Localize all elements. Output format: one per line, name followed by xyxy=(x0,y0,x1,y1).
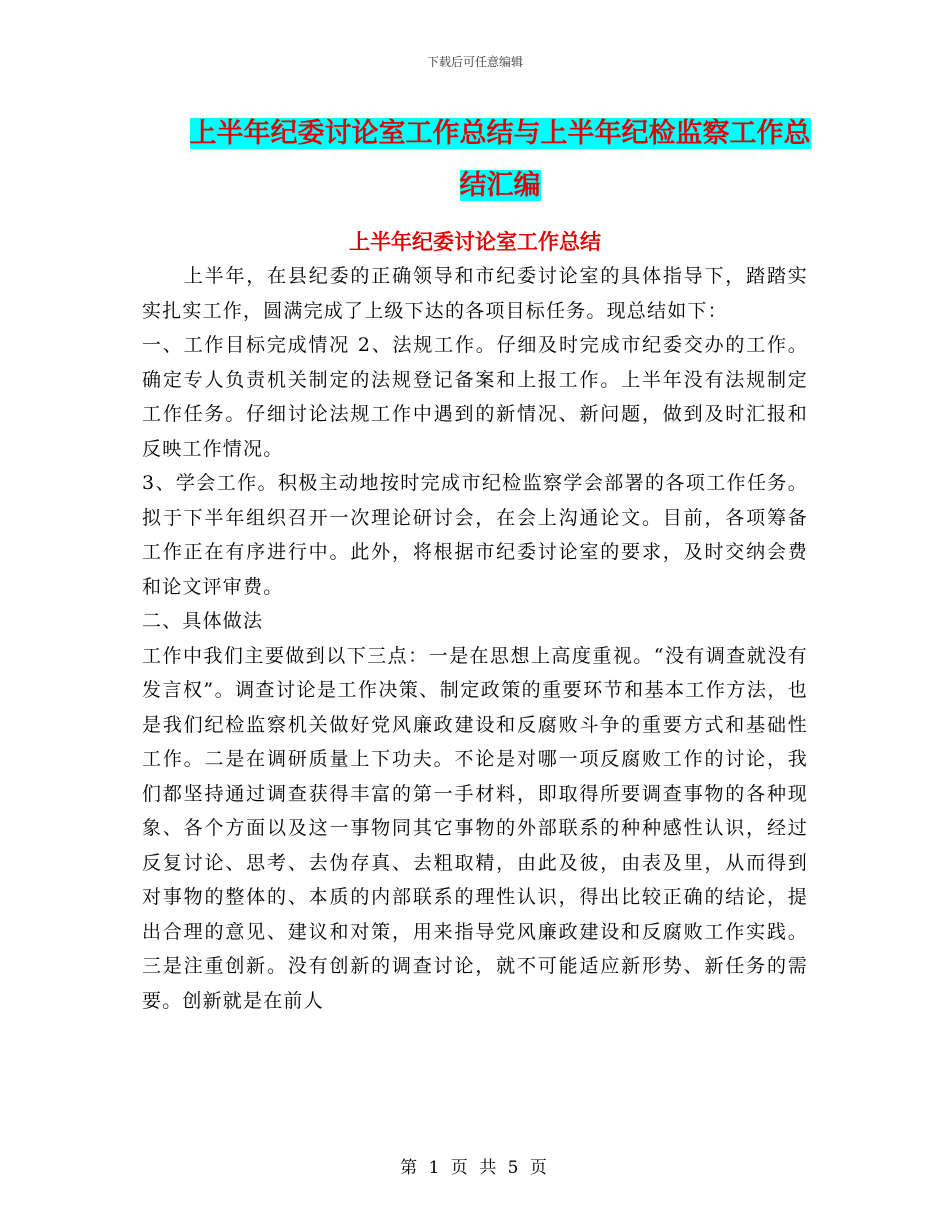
document-title-line-2: 结汇编 xyxy=(459,170,541,201)
paragraph-society: 3、学会工作。积极主动地按时完成市纪检监察学会部署的各项工作任务。拟于下半年组织召开一次理论研讨会，在会上沟通论文。目前，各项筹备工作正在有序进行中。此外，将根据市纪委讨论室的要求，及时交纳会费和论文评审费。 xyxy=(142,472,808,598)
document-title xyxy=(150,108,850,212)
header-note: 下载后可任意编辑 xyxy=(426,55,523,69)
document-title-line-1: 上半年纪委讨论室工作总结与上半年纪检监察工作总 xyxy=(189,118,811,149)
page-footer: 第 1 页 共 5 页 xyxy=(400,1158,550,1178)
paragraph-goals: 一、工作目标完成情况 2、法规工作。仔细及时完成市纪委交办的工作。确定专人负责机关制定的法规登记备案和上报工作。上半年没有法规制定工作任务。仔细讨论法规工作中遇到的新情况、新问题，做到及时汇报和反映工作情况。 xyxy=(142,334,808,460)
document-body xyxy=(142,259,808,1018)
paragraph-methods: 工作中我们主要做到以下三点：一是在思想上高度重视。“没有调查就没有发言权”。调查讨论是工作决策、制定政策的重要环节和基本工作方法，也是我们纪检监察机关做好党风廉政建设和反腐败斗争的重要方式和基础性工作。二是在调研质量上下功夫。不论是对哪一项反腐败工作的讨论，我们都坚持通过调查获得丰富的第一手材料，即取得所要调查事物的各种现象、各个方面以及这一事物同其它事物的外部联系的种种感性认识，经过反复讨论、思考、去伪存真、去粗取精，由此及彼，由表及里，从而得到对事物的整体的、本质的内部联系的理性认识，得出比较正确的结论，提出合理的意见、建议和对策，用来指导党风廉政建设和反腐败工作实践。三是注重创新。没有创新的调查讨论，就不可能适应新形势、新任务的需要。创新就是在前人 xyxy=(142,644,808,1012)
paragraph-intro: 上半年，在县纪委的正确领导和市纪委讨论室的具体指导下，踏踏实实扎实工作，圆满完成了上级下达的各项目标任务。现总结如下： xyxy=(142,265,808,322)
paragraph-heading-methods: 二、具体做法 xyxy=(142,610,264,632)
section-title: 上半年纪委讨论室工作总结 xyxy=(349,230,601,254)
